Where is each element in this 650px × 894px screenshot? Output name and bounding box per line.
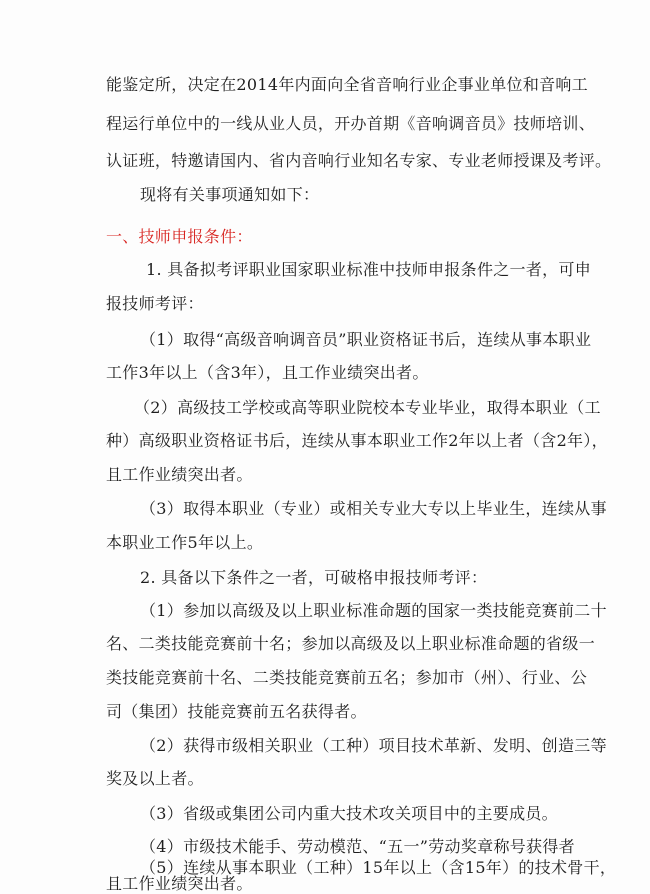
- item2-sub1-line-2: 名、二类技能竞赛前十名；参加以高级及以上职业标准命题的省级一: [106, 634, 596, 653]
- item1-sub2-line-3: 且工作业绩突出者。: [106, 465, 253, 484]
- item2-sub5-line-2: 且工作业绩突出者。: [106, 874, 253, 893]
- intro-line-1: 能鉴定所，决定在2014年内面向全省音响行业企事业单位和音响工: [106, 75, 589, 94]
- item2-sub3-line: （3）省级或集团公司内重大技术攻关项目中的主要成员。: [140, 804, 558, 823]
- intro-line-3: 认证班，特邀请国内、省内音响行业知名专家、专业老师授课及考评。: [106, 151, 612, 170]
- item1-line-2: 报技师考评：: [106, 294, 204, 313]
- item1-sub3-line-2: 本职业工作5年以上。: [106, 533, 264, 552]
- item1-sub1-line-2: 工作3年以上（含3年），且工作业绩突出者。: [106, 363, 429, 382]
- item2-sub1-line-4: 司（集团）技能竞赛前五名获得者。: [106, 702, 367, 721]
- item2-line: 2. 具备以下条件之一者，可破格申报技师考评：: [140, 568, 488, 587]
- item1-sub2-line-2: 种）高级职业资格证书后，连续从事本职业工作2年以上者（含2年），: [106, 431, 608, 450]
- item1-sub3-line-1: （3）取得本职业（专业）或相关专业大专以上毕业生，连续从事: [140, 499, 607, 518]
- intro-line-4: 现将有关事项通知如下：: [140, 185, 320, 204]
- item1-line-1: 1. 具备拟考评职业国家职业标准中技师申报条件之一者，可申: [146, 260, 592, 279]
- item2-sub2-line-2: 奖及以上者。: [106, 769, 204, 788]
- item2-sub2-line-1: （2）获得市级相关职业（工种）项目技术革新、发明、创造三等: [140, 736, 607, 755]
- item1-sub1-line-1: （1）取得“高级音响调音员”职业资格证书后，连续从事本职业: [140, 330, 592, 349]
- item2-sub1-line-1: （1）参加以高级及以上职业标准命题的国家一类技能竞赛前二十: [140, 601, 607, 620]
- item2-sub5-line-1: （5）连续从事本职业（工种）15年以上（含15年）的技术骨干，: [140, 858, 617, 877]
- section-heading: 一、技师申报条件：: [106, 227, 253, 246]
- intro-line-2: 程运行单位中的一线从业人员，开办首期《音响调音员》技师培训、: [106, 114, 596, 133]
- item2-sub4-line: （4）市级技术能手、劳动模范、“五一”劳动奖章称号获得者: [140, 837, 575, 856]
- item1-sub2-line-1: （2）高级技工学校或高等职业院校本专业毕业，取得本职业（工: [134, 398, 601, 417]
- item2-sub1-line-3: 类技能竞赛前十名、二类技能竞赛前五名；参加市（州）、行业、公: [106, 668, 588, 687]
